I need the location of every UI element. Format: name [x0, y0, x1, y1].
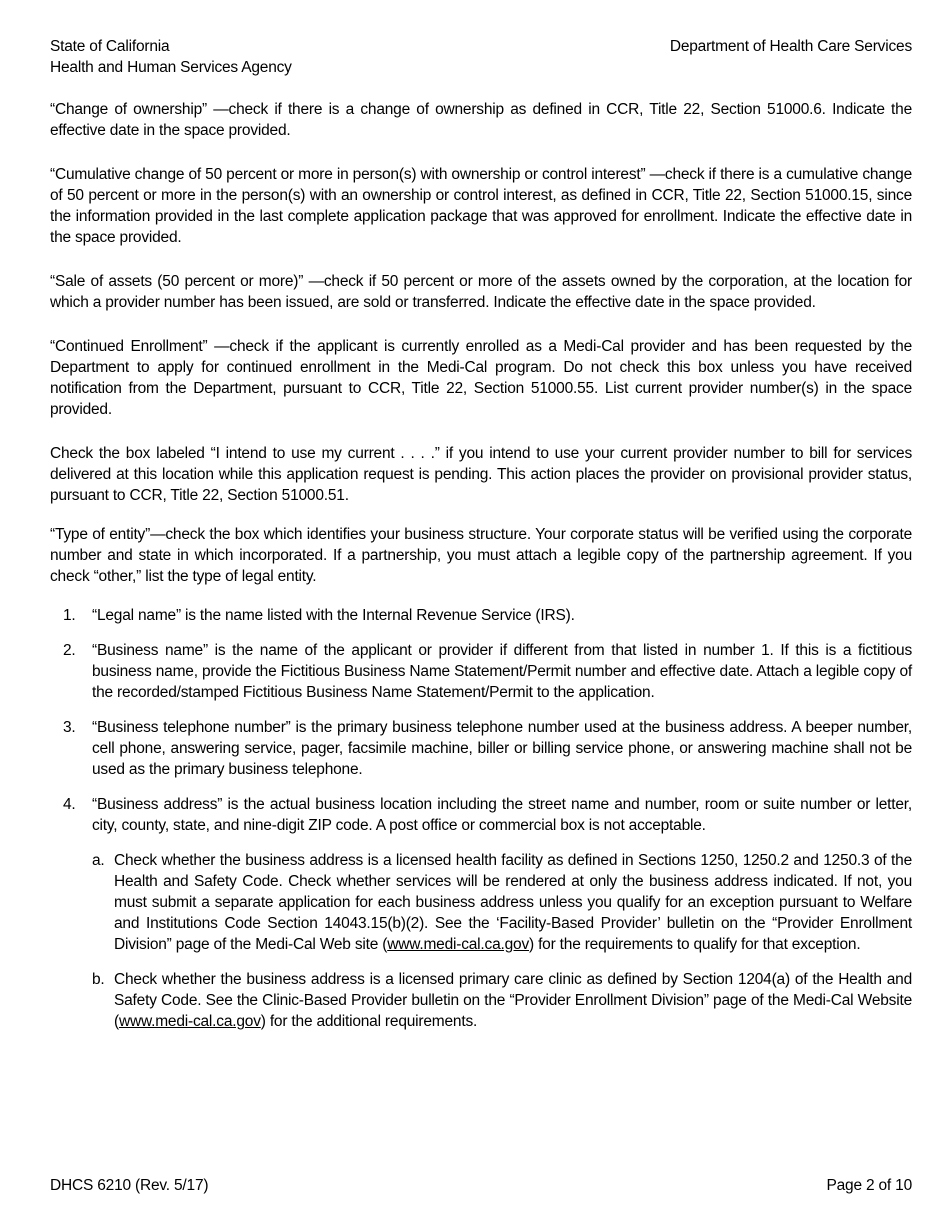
medi-cal-website-link[interactable]: www.medi-cal.ca.gov [118, 1013, 261, 1030]
sub-item-text-before-link: Check whether the business address is a licensed primary care clinic as defined by Section 1204(a) of the Health and Safety Code. See the Clinic-Based Provider bulletin on the “Provider Enrollment Division” page of the Medi-Cal Website ( [114, 971, 912, 1030]
list-item-number: 1. [63, 607, 76, 624]
list-item-number: 2. [63, 642, 76, 659]
list-item-business-name [63, 640, 912, 703]
footer-form-number: DHCS 6210 (Rev. 5/17) [50, 1177, 209, 1194]
paragraph-check-the-box: Check the box labeled “I intend to use my current . . . .” if you intend to use your current provider number to bill for services delivered at this location while this application request is pending. This action places the provider on provisional provider status, pursuant to CCR, Title 22, Section 51000.51. [50, 445, 912, 504]
paragraph-type-of-entity: “Type of entity”—check the box which identifies your business structure. Your corporate status will be verified using the corporate number and state in which incorporated. If a partnership, you must attach a legible copy of the partnership agreement. If you check “other,” list the type of legal entity. [50, 526, 912, 585]
header-hhs-agency: Health and Human Services Agency [50, 59, 292, 76]
sub-item-text-before-link: Check whether the business address is a licensed health facility as defined in Sections 1250, 1250.2 and 1250.3 of the Health and Safety Code. Check whether services will be rendered at only the business address indicated. If not, you must submit a separate application for each business address unless you qualify for an exception pursuant to Welfare and Institutions Code Section 14043.15(b)(2). See the ‘Facility-Based Provider’ bulletin on the “Provider Enrollment Division” page of the Medi-Cal Web site ( [114, 852, 912, 953]
list-item-number: 3. [63, 719, 76, 736]
sub-item-primary-care-clinic [92, 969, 912, 1032]
header-department: Department of Health Care Services [669, 38, 912, 55]
header-state-of-california: State of California [50, 38, 170, 55]
paragraph-cumulative-change: “Cumulative change of 50 percent or more in person(s) with ownership or control interest” —check if there is a cumulative change of 50 percent or more in the person(s) with an ownership or control interest, as defined in CCR, Title 22, Section 51000.15, since the information provided in the last complete application package that was approved for enrollment. Indicate the effective date in the space provided. [50, 166, 912, 246]
list-item-business-telephone [63, 717, 912, 780]
document-header [50, 36, 912, 78]
sub-item-letter: a. [92, 852, 105, 869]
list-item-text: “Legal name” is the name listed with the Internal Revenue Service (IRS). [92, 607, 575, 624]
sub-item-text-after-link: ) for the additional requirements. [260, 1013, 478, 1030]
list-item-number: 4. [63, 796, 76, 813]
medi-cal-website-link[interactable]: www.medi-cal.ca.gov [387, 936, 529, 953]
sub-item-letter: b. [92, 971, 105, 988]
paragraph-continued-enrollment: “Continued Enrollment” —check if the applicant is currently enrolled as a Medi-Cal provider and has been requested by the Department to apply for continued enrollment in the Medi-Cal program. Do not check this box unless you have received notification from the Department, pursuant to CCR, Title 22, Section 51000.55. List current provider number(s) in the space provided. [50, 338, 912, 418]
footer-page-indicator: Page 2 of 10 [826, 1177, 912, 1194]
sub-item-licensed-health-facility [92, 850, 912, 955]
instruction-numbered-list [50, 605, 912, 1032]
list-item-text: “Business name” is the name of the applicant or provider if different from that listed in number 1. If this is a fictitious business name, provide the Fictitious Business Name Statement/Permit number and effective date. Attach a legible copy of the recorded/stamped Fictitious Business Name Statement/Permit to the application. [92, 642, 912, 701]
list-item-business-address [63, 794, 912, 1032]
list-item-text: “Business telephone number” is the primary business telephone number used at the business address. A beeper number, cell phone, answering service, pager, facsimile machine, biller or billing service phone, or answering machine shall not be used as the primary business telephone. [92, 719, 912, 778]
list-item-text: “Business address” is the actual business location including the street name and number, room or suite number or letter, city, county, state, and nine-digit ZIP code. A post office or commercial box is not acceptable. [92, 796, 912, 834]
header-left-block [50, 36, 292, 78]
paragraph-sale-of-assets: “Sale of assets (50 percent or more)” —check if 50 percent or more of the assets owned by the corporation, at the location for which a provider number has been issued, are sold or transferred. Indicate the effective date in the space provided. [50, 273, 912, 311]
list-item-legal-name [63, 605, 912, 626]
paragraph-change-of-ownership: “Change of ownership” —check if there is a change of ownership as defined in CCR, Title 22, Section 51000.6. Indicate the effective date in the space provided. [50, 101, 912, 139]
sub-item-text [114, 850, 912, 955]
sub-item-text-after-link: ) for the requirements to qualify for that exception. [529, 936, 861, 953]
sub-item-text [114, 969, 912, 1032]
document-footer [50, 1175, 912, 1196]
